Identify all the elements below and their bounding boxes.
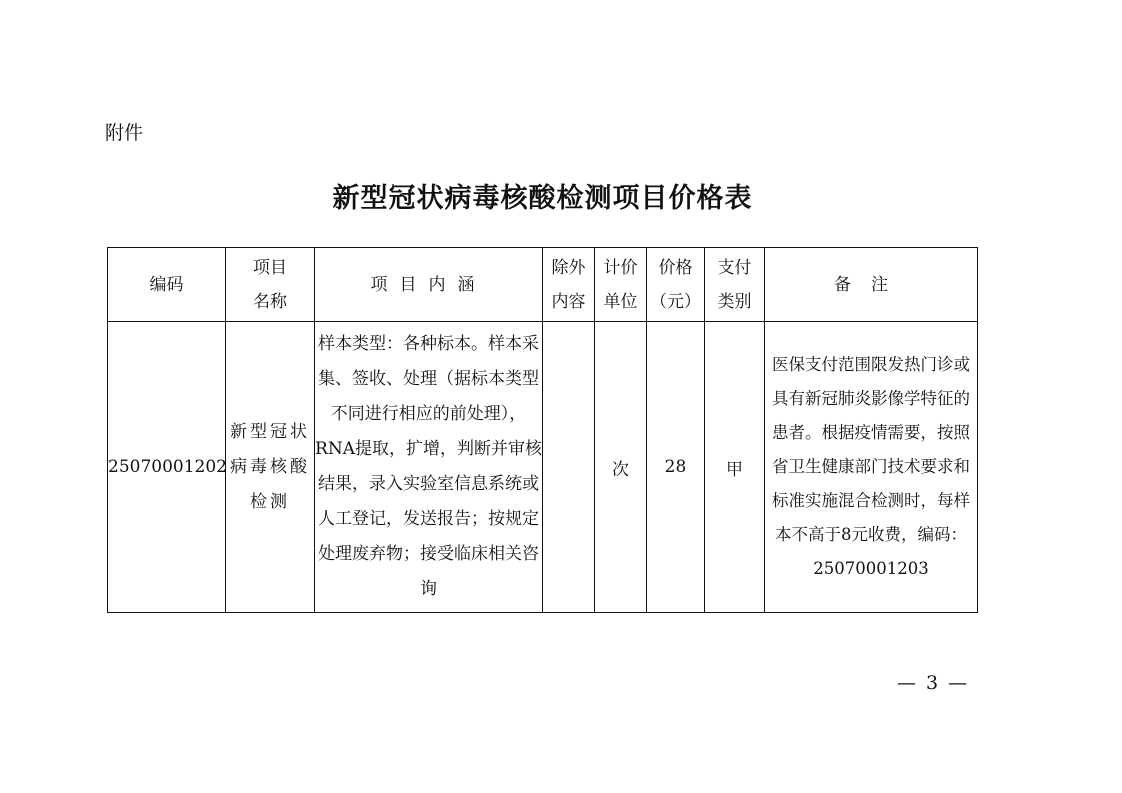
header-exclude xyxy=(543,248,595,322)
page-number: — 3 — xyxy=(897,672,970,694)
header-price-line1: 价格 xyxy=(658,257,693,278)
header-name-line2: 名称 xyxy=(253,291,287,312)
header-pay-type xyxy=(705,248,765,322)
cell-price: 28 xyxy=(647,322,705,613)
document-title: 新型冠状病毒核酸检测项目价格表 xyxy=(332,183,753,214)
header-content: 项目内涵 xyxy=(315,248,543,322)
cell-code: 25070001202 xyxy=(108,322,226,613)
header-exclude-line1: 除外 xyxy=(551,257,586,278)
header-pay-line2: 类别 xyxy=(717,291,752,312)
header-unit-line1: 计价 xyxy=(603,257,638,278)
attachment-label: 附件 xyxy=(105,122,144,144)
cell-content: 样本类型：各种标本。样本采集、签收、处理（据标本类型不同进行相应的前处理），RNA提取，扩增，判断并审核结果，录入实验室信息系统或人工登记，发送报告；按规定处理废弃物；接受临床相关咨询 xyxy=(315,322,543,613)
header-unit-line2: 单位 xyxy=(603,291,638,312)
header-exclude-line2: 内容 xyxy=(551,291,586,312)
cell-unit: 次 xyxy=(595,322,647,613)
header-remark: 备注 xyxy=(765,248,978,322)
header-price-line2: （元） xyxy=(650,291,701,312)
table-row xyxy=(108,322,978,613)
price-table xyxy=(107,247,978,613)
cell-pay-type: 甲 xyxy=(705,322,765,613)
header-name xyxy=(226,248,315,322)
cell-exclude xyxy=(543,322,595,613)
header-code: 编码 xyxy=(108,248,226,322)
cell-name: 新型冠状病毒核酸检测 xyxy=(226,322,315,613)
header-pay-line1: 支付 xyxy=(717,257,752,278)
cell-remark: 医保支付范围限发热门诊或具有新冠肺炎影像学特征的患者。根据疫情需要，按照省卫生健康部门技术要求和标准实施混合检测时，每样本不高于8元收费，编码：25070001203 xyxy=(765,322,978,613)
header-price xyxy=(647,248,705,322)
header-unit xyxy=(595,248,647,322)
table-header-row xyxy=(108,248,978,322)
header-name-line1: 项目 xyxy=(253,257,287,278)
